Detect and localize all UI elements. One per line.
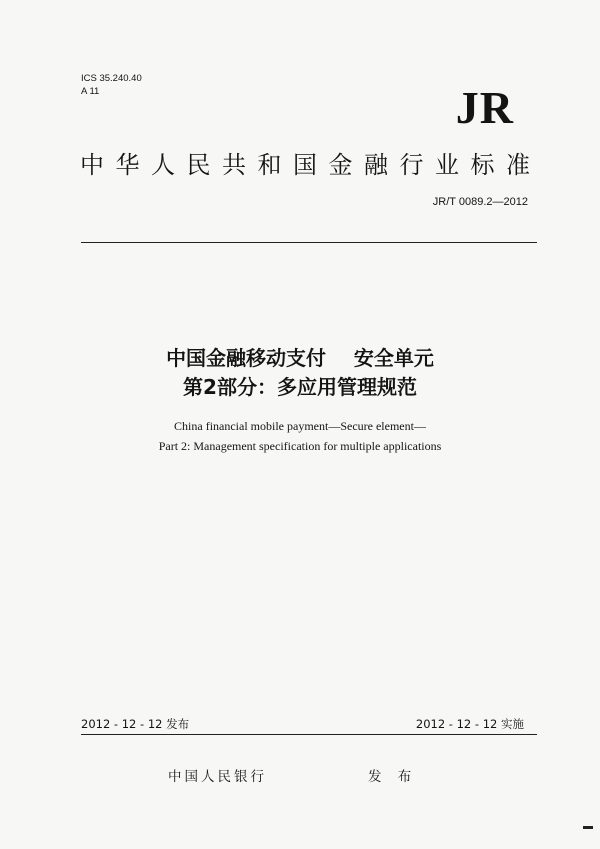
ics-code: ICS 35.240.40 <box>81 73 142 84</box>
implement-date: 2012 - 12 - 12 实施 <box>415 717 524 731</box>
issuer-name: 中国人民银行 <box>168 769 267 785</box>
title-cn-line1: 中国金融移动支付 安全单元 <box>166 346 434 370</box>
bottom-divider <box>81 734 537 735</box>
publish-date: 2012 - 12 - 12 发布 <box>81 717 190 731</box>
jr-logo: JR <box>455 82 514 133</box>
top-divider <box>81 242 537 243</box>
classification-codes <box>81 72 142 98</box>
page-mark <box>583 826 593 829</box>
title-en-line2: Part 2: Management specification for multiple applications <box>158 439 442 453</box>
title-cn-line2: 第2部分：多应用管理规范 <box>183 375 417 399</box>
category-code: A 11 <box>81 86 100 97</box>
standard-name: 中华人民共和国金融行业标准 <box>80 151 542 179</box>
title-en-line1: China financial mobile payment—Secure element— <box>174 419 426 433</box>
issue-label: 发 布 <box>368 769 418 785</box>
standard-number: JR/T 0089.2—2012 <box>432 196 528 208</box>
